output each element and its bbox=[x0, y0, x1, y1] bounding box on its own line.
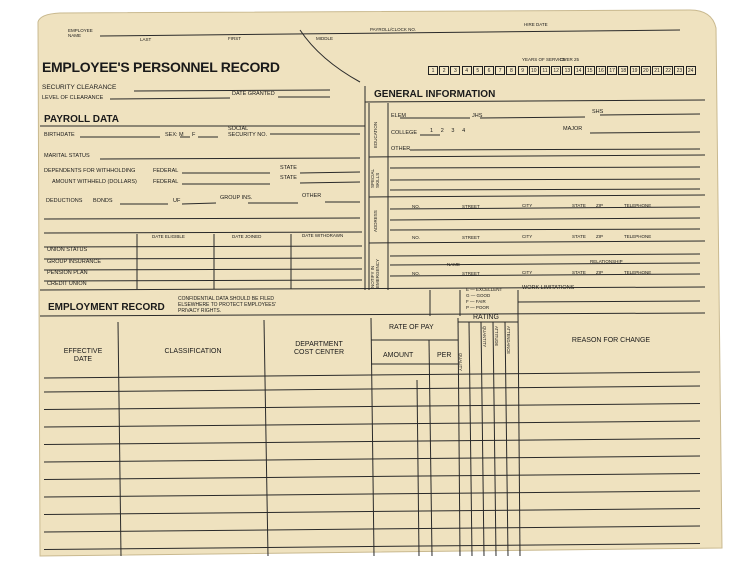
employment-record-heading: EMPLOYMENT RECORD bbox=[48, 302, 165, 313]
payroll-clock-label: PAYROLL/CLOCK NO. bbox=[370, 27, 417, 32]
major-label: MAJOR bbox=[563, 126, 583, 132]
year-box-2[interactable]: 2 bbox=[439, 66, 449, 75]
address-section-label: ADDRESS bbox=[373, 210, 378, 232]
legend-good: G — GOOD bbox=[466, 293, 491, 298]
reason-for-change-header: REASON FOR CHANGE bbox=[571, 337, 651, 344]
group-ins-label: GROUP INS. bbox=[220, 195, 253, 201]
year-box-16[interactable]: 16 bbox=[596, 66, 606, 75]
years-of-service-label: YEARS OF SERVICE bbox=[522, 57, 566, 62]
year-box-9[interactable]: 9 bbox=[518, 66, 528, 75]
security-clearance-label: SECURITY CLEARANCE bbox=[42, 84, 117, 91]
year-box-11[interactable]: 11 bbox=[540, 66, 550, 75]
address-col-3-6: TELEPHONE bbox=[624, 269, 652, 275]
dependents-label: DEPENDENTS FOR WITHHOLDING bbox=[44, 168, 136, 174]
legend-poor: P — POOR bbox=[466, 305, 490, 310]
rating-attitude-header: ATTITUDE bbox=[494, 326, 499, 347]
notify-emergency-section-label: NOTIFY IN EMERGENCY bbox=[370, 258, 380, 288]
year-box-24[interactable]: 24 bbox=[686, 66, 696, 75]
year-box-18[interactable]: 18 bbox=[618, 66, 628, 75]
relationship-label: RELATIONSHIP bbox=[590, 259, 623, 264]
year-box-5[interactable]: 5 bbox=[473, 66, 483, 75]
address-col-3-3: CITY bbox=[522, 270, 533, 276]
address-col-1-4: STATE bbox=[572, 203, 586, 209]
year-box-3[interactable]: 3 bbox=[450, 66, 460, 75]
other-deductions-label: OTHER bbox=[302, 193, 322, 199]
last-name-label: LAST bbox=[140, 37, 152, 42]
rating-attendance-header: ATTENDANCE bbox=[506, 326, 511, 355]
birthdate-label: BIRTHDATE bbox=[44, 132, 75, 138]
work-limitations-label: WORK LIMITATIONS bbox=[522, 285, 575, 291]
amount-header: AMOUNT bbox=[383, 352, 414, 359]
address-col-3-2: STREET bbox=[462, 270, 480, 276]
year-box-14[interactable]: 14 bbox=[574, 66, 584, 75]
rate-of-pay-header: RATE OF PAY bbox=[389, 324, 434, 331]
union-status-label: UNION STATUS bbox=[47, 247, 88, 253]
year-box-22[interactable]: 22 bbox=[663, 66, 673, 75]
address-col-1-6: TELEPHONE bbox=[624, 202, 652, 208]
marital-status-label: MARITAL STATUS bbox=[44, 153, 90, 159]
address-col-1-1: NO. bbox=[412, 204, 421, 209]
payroll-data-heading: PAYROLL DATA bbox=[44, 114, 120, 125]
state-label-1: STATE bbox=[280, 165, 297, 171]
per-header: PER bbox=[437, 352, 452, 359]
college-years-label: 1 2 3 4 bbox=[430, 128, 466, 134]
date-granted-label: DATE GRANTED bbox=[232, 91, 275, 97]
legend-excellent: E — EXCELLENT bbox=[466, 287, 503, 292]
year-box-4[interactable]: 4 bbox=[462, 66, 472, 75]
year-box-21[interactable]: 21 bbox=[652, 66, 662, 75]
year-box-13[interactable]: 13 bbox=[562, 66, 572, 75]
year-box-7[interactable]: 7 bbox=[495, 66, 505, 75]
emergency-name-label: NAME bbox=[447, 262, 461, 267]
other-education-label: OTHER bbox=[391, 146, 411, 152]
rating-header: RATING bbox=[473, 314, 499, 321]
college-label: COLLEGE bbox=[391, 130, 417, 136]
effective-date-header: EFFECTIVE DATE bbox=[63, 348, 103, 364]
jhs-label: JHS bbox=[472, 113, 483, 119]
year-box-10[interactable]: 10 bbox=[529, 66, 539, 75]
elem-label: ELEM bbox=[391, 113, 406, 119]
address-col-3-1: NO. bbox=[412, 271, 421, 276]
special-skills-section-label: SPECIAL SKILLS bbox=[370, 168, 380, 188]
social-security-label: SOCIAL SECURITY NO. bbox=[228, 126, 268, 139]
year-box-19[interactable]: 19 bbox=[630, 66, 640, 75]
year-box-8[interactable]: 8 bbox=[506, 66, 516, 75]
amount-withheld-label: AMOUNT WITHHELD (DOLLARS) bbox=[52, 179, 137, 185]
legend-fair: F — FAIR bbox=[466, 299, 486, 304]
over-25-label: OVER 25 bbox=[560, 57, 580, 62]
address-col-3-5: ZIP bbox=[596, 269, 604, 275]
address-col-3-4: STATE bbox=[572, 270, 586, 276]
education-section-label: EDUCATION bbox=[373, 121, 378, 148]
year-box-17[interactable]: 17 bbox=[607, 66, 617, 75]
credit-union-label: CREDIT UNION bbox=[47, 281, 87, 287]
address-col-1-3: CITY bbox=[522, 203, 533, 209]
year-box-12[interactable]: 12 bbox=[551, 66, 561, 75]
year-box-15[interactable]: 15 bbox=[585, 66, 595, 75]
state-label-2: STATE bbox=[280, 175, 297, 181]
year-box-1[interactable]: 1 bbox=[428, 66, 438, 75]
date-joined-header: DATE JOINED bbox=[232, 234, 262, 239]
sex-f-label: F bbox=[192, 132, 196, 138]
bonds-label: BONDS bbox=[93, 198, 113, 204]
page-title: EMPLOYEE'S PERSONNEL RECORD bbox=[42, 59, 280, 75]
deductions-label: DEDUCTIONS bbox=[46, 198, 83, 204]
federal-label-1: FEDERAL bbox=[153, 168, 179, 174]
group-insurance-label: GROUP INSURANCE bbox=[47, 259, 101, 265]
first-name-label: FIRST bbox=[228, 36, 241, 41]
federal-label-2: FEDERAL bbox=[153, 179, 179, 185]
date-withdrawn-header: DATE WITHDRAWN bbox=[302, 233, 344, 238]
date-eligible-header: DATE ELIGIBLE bbox=[152, 234, 185, 239]
address-col-2-2: STREET bbox=[462, 234, 480, 240]
sex-label: SEX: M bbox=[165, 132, 184, 138]
address-col-2-6: TELEPHONE bbox=[624, 233, 652, 239]
year-box-23[interactable]: 23 bbox=[674, 66, 684, 75]
hire-date-label: HIRE DATE bbox=[524, 22, 548, 27]
uf-label: UF bbox=[173, 198, 181, 204]
employee-name-label: EMPLOYEE NAME bbox=[68, 28, 93, 38]
address-col-2-5: ZIP bbox=[596, 233, 604, 239]
address-col-1-5: ZIP bbox=[596, 202, 604, 208]
address-col-2-4: STATE bbox=[572, 234, 586, 240]
rating-quantity-header: QUANTITY bbox=[482, 326, 487, 348]
rating-quality-header: QUALITY bbox=[458, 353, 463, 371]
middle-name-label: MIDDLE bbox=[316, 36, 334, 41]
address-col-2-1: NO. bbox=[412, 235, 421, 240]
year-box-20[interactable]: 20 bbox=[641, 66, 651, 75]
shs-label: SHS bbox=[592, 109, 604, 115]
pension-plan-label: PENSION PLAN bbox=[47, 270, 88, 276]
address-col-1-2: STREET bbox=[462, 203, 480, 209]
confidential-note: CONFIDENTIAL DATA SHOULD BE FILED ELSEWHERE TO PROTECT EMPLOYEES' PRIVACY RIGHTS. bbox=[178, 296, 276, 314]
level-of-clearance-label: LEVEL OF CLEARANCE bbox=[42, 95, 104, 101]
classification-header: CLASSIFICATION bbox=[164, 348, 222, 355]
department-cost-center-header: DEPARTMENT COST CENTER bbox=[293, 341, 345, 357]
address-col-2-3: CITY bbox=[522, 234, 533, 240]
general-information-heading: GENERAL INFORMATION bbox=[374, 89, 496, 100]
year-box-6[interactable]: 6 bbox=[484, 66, 494, 75]
